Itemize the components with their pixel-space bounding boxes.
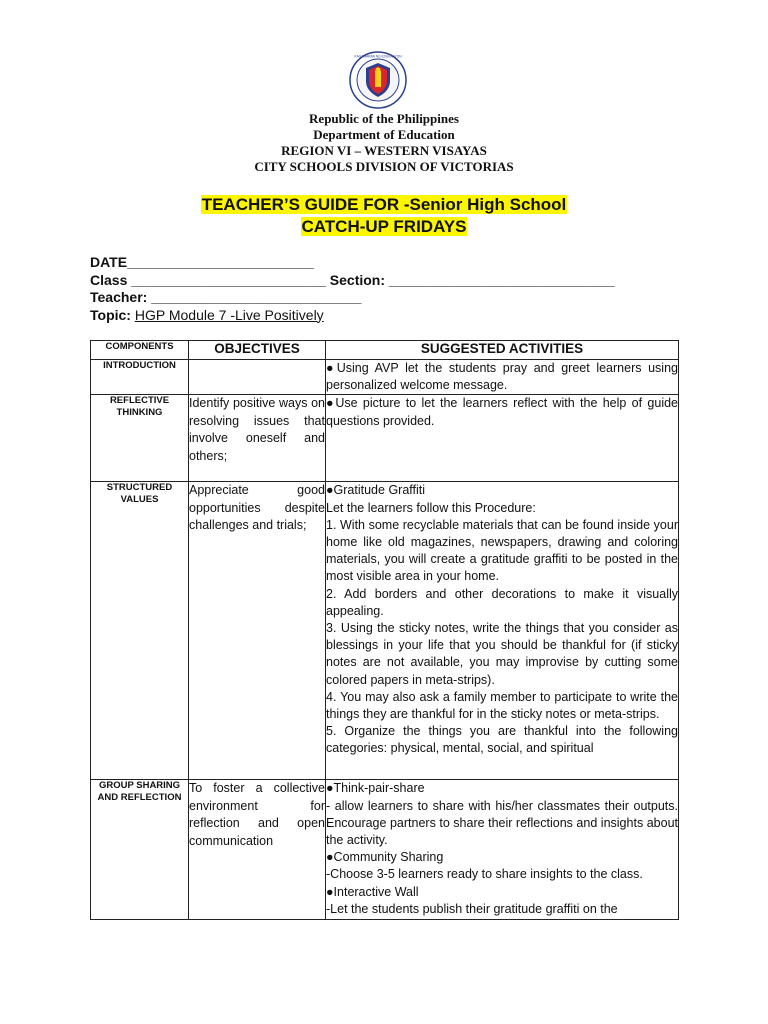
table-row [91, 395, 679, 482]
activity-line: ●Gratitude Graffiti [326, 483, 426, 498]
component-cell: INTRODUCTION [91, 360, 189, 395]
activities-cell [326, 780, 679, 920]
document-title [0, 194, 768, 238]
activity-line: ●Interactive Wall [326, 884, 419, 899]
activity-line: ●Using AVP let the students pray and greet learners using personalized welcome message. [326, 361, 678, 393]
activity-line: Let the learners follow this Procedure: [326, 500, 536, 515]
component-cell: GROUP SHARING AND REFLECTION [91, 780, 189, 920]
objective-cell: To foster a collective environment for reflection and open communication [189, 780, 326, 920]
activity-line: -Let the students publish their gratitude graffiti on the [326, 901, 618, 916]
header-lines [0, 111, 768, 175]
component-cell: STRUCTURED VALUES [91, 482, 189, 780]
table-row [91, 780, 679, 920]
teacher-field: Teacher: ___________________________ [90, 289, 362, 305]
title-line-1: TEACHER’S GUIDE FOR -Senior High School [201, 195, 567, 214]
table-row [91, 482, 679, 780]
seal-text: KAGAWARAN NG EDUKASYON [354, 54, 402, 59]
activities-table [90, 340, 679, 920]
activity-line: 1. With some recyclable materials that can be found inside your home like old magazines, newspapers, drawing and coloring materials, you will create a gratitude graffiti to be posted in the most visible area in your home. [326, 517, 678, 584]
topic-value: HGP Module 7 -Live Positively [134, 306, 324, 323]
activity-line: 4. You may also ask a family member to participate to write the things they are thankful for in the sticky notes or meta-strips. [326, 689, 678, 722]
title-line-2: CATCH-UP FRIDAYS [301, 217, 467, 236]
date-field: DATE________________________ [90, 254, 314, 270]
topic-label: Topic: [90, 306, 131, 323]
topic-field [90, 307, 690, 325]
activities-cell [326, 360, 679, 395]
header-republic: Republic of the Philippines [309, 111, 459, 126]
objective-cell: Identify positive ways on resolving issues that involve oneself and others; [189, 395, 326, 482]
activity-line: 2. Add borders and other decorations to make it visually appealing. [326, 586, 678, 618]
activity-line: -Choose 3-5 learners ready to share insights to the class. [326, 867, 643, 882]
activities-cell [326, 395, 679, 482]
activity-line: ●Think-pair-share [326, 781, 425, 796]
header-activities: SUGGESTED ACTIVITIES [326, 341, 679, 360]
objective-cell: Appreciate good opportunities despite challenges and trials; [189, 482, 326, 780]
table-header-row [91, 341, 679, 360]
header-components: COMPONENTS [91, 341, 189, 360]
activity-line: ●Community Sharing [326, 850, 444, 865]
objective-cell [189, 360, 326, 395]
activity-line: 3. Using the sticky notes, write the things that you consider as blessings in your life that you should be thankful for (if sticky notes are not available, you may improvise by cutting some colored papers in meta-strips). [326, 621, 678, 687]
form-fields [90, 254, 690, 324]
header-objectives: OBJECTIVES [189, 341, 326, 360]
header-department: Department of Education [313, 127, 455, 142]
activity-line: ●Use picture to let the learners reflect with the help of guide questions provided. [326, 396, 678, 428]
activity-line: 5. Organize the things you are thankful into the following categories: physical, mental, social, and spiritual [326, 724, 678, 756]
activity-line: - allow learners to share with his/her classmates their outputs. Encourage partners to share their reflections and insights about the activity. [326, 798, 678, 848]
class-section-field: Class _________________________ Section: _____________________________ [90, 271, 615, 288]
table-row [91, 360, 679, 395]
activities-cell [326, 482, 679, 780]
deped-seal-logo [349, 51, 407, 109]
component-cell: REFLECTIVE THINKING [91, 395, 189, 482]
header-region: REGION VI – WESTERN VISAYAS [281, 143, 487, 158]
header-division: CITY SCHOOLS DIVISION OF VICTORIAS [254, 159, 514, 174]
